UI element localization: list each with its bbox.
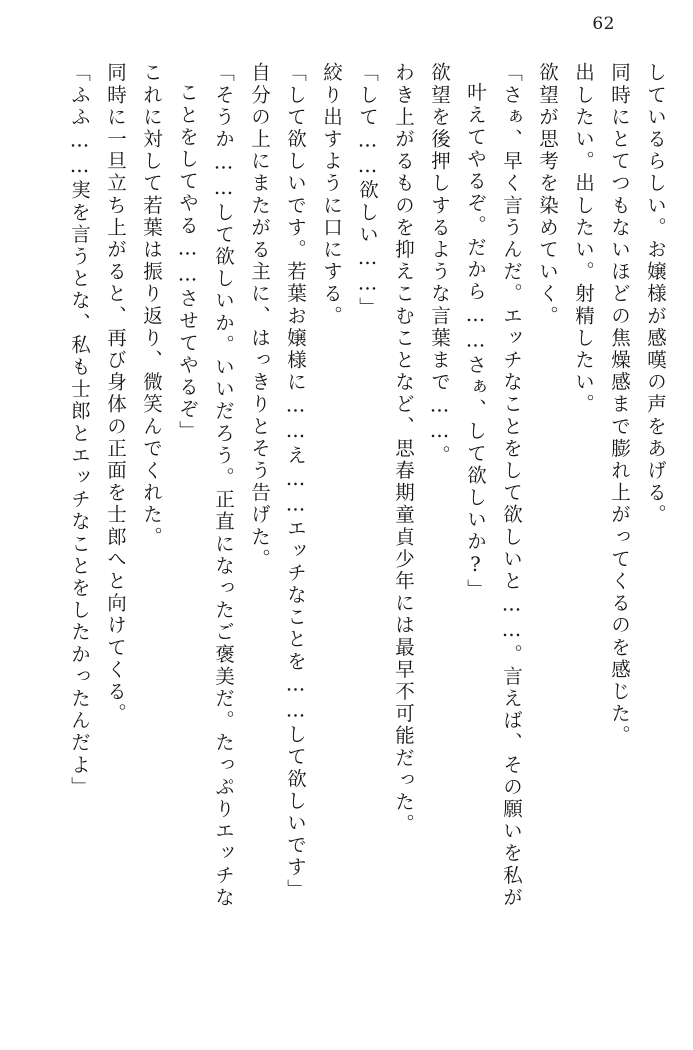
text-line: 「ふふ……実を言うとな、私も士郎とエッチなことをしたかったんだよ」 — [68, 62, 91, 799]
text-line: 同時にとてつもないほどの焦燥感まで膨れ上がってくるのを感じた。 — [608, 62, 631, 748]
vertical-text-body — [30, 62, 665, 992]
page-number: 62 — [592, 14, 615, 34]
text-line: ことをしてやる……させてやるぞ」 — [176, 82, 199, 443]
text-line: 欲望が思考を染めていく。 — [536, 62, 559, 328]
text-line: 出したい。出したい。射精したい。 — [572, 62, 595, 416]
text-line: わき上がるものを抑えこむことなど、思春期童貞少年には最早不可能だった。 — [392, 62, 415, 836]
text-line: 「そうか……して欲しいか。いいだろう。正直になったご褒美だ。たっぷりエッチな — [212, 62, 235, 909]
text-line: 「して欲しいです。若葉お嬢様に……え……エッチなことを……して欲しいです」 — [284, 62, 307, 901]
text-line: これに対して若葉は振り返り、微笑んでくれた。 — [140, 62, 163, 549]
text-line: 叶えてやるぞ。だから……さぁ、して欲しいか?」 — [464, 82, 487, 601]
text-line: 自分の上にまたがる主に、はっきりとそう告げた。 — [248, 62, 271, 571]
text-line: 同時に一旦立ち上がると、再び身体の正面を士郎へと向けてくる。 — [104, 62, 127, 725]
text-line: 「さぁ、早く言うんだ。エッチなことをして欲しいと……。言えば、その願いを私が — [500, 62, 523, 909]
text-line: 欲望を後押しするような言葉まで……。 — [428, 62, 451, 467]
text-line: しているらしい。お嬢様が感嘆の声をあげる。 — [644, 62, 667, 527]
text-line: 絞り出すように口にする。 — [320, 62, 343, 328]
text-line: 「して……欲しい……」 — [356, 62, 379, 320]
